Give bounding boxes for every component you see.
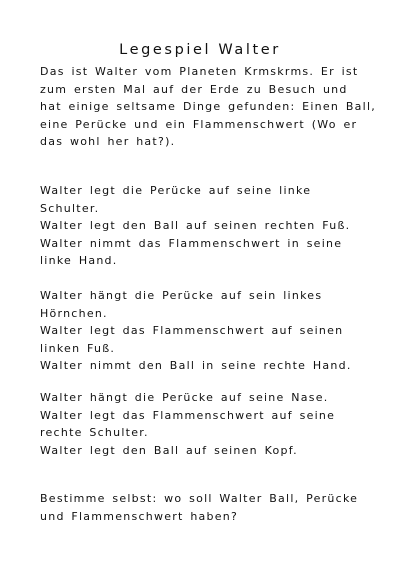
text-line: linken Fuß. [40, 341, 116, 355]
text-line: Walter nimmt das Flammenschwert in seine [40, 236, 343, 250]
text-line: Walter hängt die Perücke auf sein linkes [40, 289, 323, 302]
text-line: Walter legt das Flammenschwert auf seinen [40, 324, 344, 337]
text-line: Walter legt das Flammenschwert auf seine [40, 408, 336, 422]
text-line: Walter nimmt den Ball in seine rechte Hand. [40, 359, 352, 372]
closing-question [40, 490, 370, 525]
text-line: Walter legt den Ball auf seinen Kopf. [40, 443, 298, 457]
text-line: hat einige seltsame Dinge gefunden: Einen Ball, [40, 100, 377, 113]
text-line: eine Perücke und ein Flammenschwert (Wo er [40, 117, 358, 131]
intro-paragraph [40, 63, 377, 151]
text-line: rechte Schulter. [40, 426, 149, 439]
text-line: Das ist Walter vom Planeten Krmskrms. Er ist [40, 65, 359, 78]
text-line: Hörnchen. [40, 306, 108, 320]
text-line: Bestimme selbst: wo soll Walter Ball, Perücke [40, 492, 359, 505]
text-line: zum ersten Mal auf der Erde zu Besuch und [40, 82, 348, 96]
text-line: das wohl her hat?). [40, 135, 176, 148]
text-line: Walter legt den Ball auf seinen rechten Fuß. [40, 219, 351, 232]
text-line: und Flammenschwert haben? [40, 509, 239, 523]
page-title: Legespiel Walter [119, 42, 281, 58]
instruction-block-2 [40, 287, 370, 375]
text-line: Schulter. [40, 201, 100, 215]
instruction-block-1 [40, 182, 370, 270]
text-line: linke Hand. [40, 254, 118, 267]
text-line: Walter hängt die Perücke auf seine Nase. [40, 391, 329, 404]
instruction-block-3 [40, 389, 370, 459]
text-line: Walter legt die Perücke auf seine linke [40, 184, 312, 197]
